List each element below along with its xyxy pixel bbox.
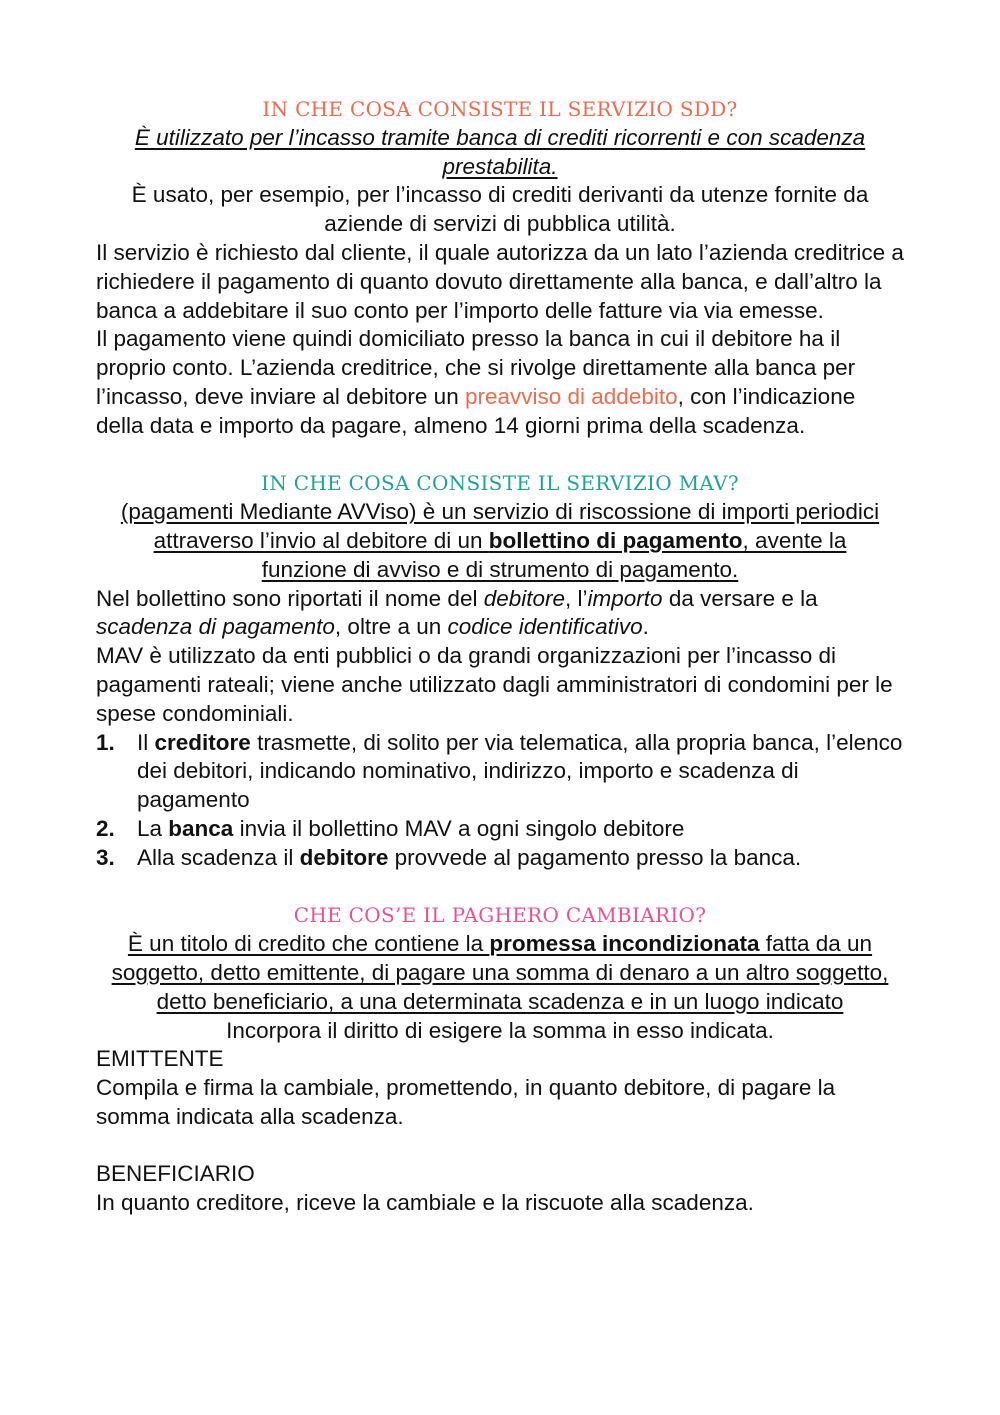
preavviso-highlight: preavviso di addebito — [464, 383, 678, 409]
list-item: 1. Il creditore trasmette, di solito per via telematica, alla propria banca, l’elenco dei debitori, indicando nominativo, indirizzo, importo e scadenza di pagamento — [96, 729, 903, 813]
paghero-incorpora: Incorpora il diritto di esigere la somma in esso indicata. — [226, 1017, 774, 1043]
paghero-heading: CHE COS’E IL PAGHERO CAMBIARIO? — [293, 903, 707, 928]
sdd-example: È usato, per esempio, per l’incasso di crediti derivanti da utenze fornite da aziende di servizi di pubblica utilità. — [131, 182, 869, 237]
list-item: 2. La banca invia il bollettino MAV a ogni singolo debitore — [96, 815, 685, 841]
mav-bollettino-paragraph: Nel bollettino sono riportati il nome del debitore, l’importo da versare e la scadenza di pagamento, oltre a un codice identificativo. — [96, 585, 818, 640]
sdd-heading: IN CHE COSA CONSISTE IL SERVIZIO SDD? — [262, 97, 738, 121]
mav-definition: (pagamenti Mediante AVViso) è un servizio di riscossione di importi periodici attraverso l’invio al debitore di un bollettino di pagamento, avente la funzione di avviso e di strumento di pagamento. — [120, 499, 880, 582]
mav-steps-list — [96, 729, 904, 873]
beneficiario-text: In quanto creditore, riceve la cambiale e la riscuote alla scadenza. — [96, 1190, 754, 1216]
sdd-paragraph-1: Il servizio è richiesto dal cliente, il quale autorizza da un lato l’azienda creditrice a richiedere il pagamento di quanto dovuto direttamente alla banca, e dall’altro la banca a addebitare il suo conto per l’importo delle fatture via via emesse. — [96, 239, 904, 323]
mav-usage-paragraph: MAV è utilizzato da enti pubblici o da grandi organizzazioni per l’incasso di pagamenti rateali; viene anche utilizzato dagli amministratori di condomini per le spese condominiali. — [96, 643, 893, 726]
emittente-label: EMITTENTE — [96, 1046, 224, 1072]
paghero-definition: È un titolo di credito che contiene la promessa incondizionata fatta da un soggetto, detto emittente, di pagare una somma di denaro a un altro soggetto, detto beneficiario, a una determinata scadenza e in un luogo indicato — [111, 931, 889, 1014]
sdd-paragraph-2: Il pagamento viene quindi domiciliato presso la banca in cui il debitore ha il proprio conto. L’azienda creditrice, che si rivolge direttamente alla banca per l’incasso, deve inviare al debitore un preavviso di addebito, con l’indicazione della data e importo da pagare, almeno 14 giorni prima della scadenza. — [96, 326, 856, 438]
list-item: 3. Alla scadenza il debitore provvede al pagamento presso la banca. — [96, 844, 802, 870]
mav-heading: IN CHE COSA CONSISTE IL SERVIZIO MAV? — [261, 471, 739, 496]
beneficiario-label: BENEFICIARIO — [96, 1161, 255, 1187]
emittente-text: Compila e firma la cambiale, promettendo, in quanto debitore, di pagare la somma indicata alla scadenza. — [96, 1075, 836, 1129]
sdd-definition: È utilizzato per l’incasso tramite banca di crediti ricorrenti e con scadenza prestabilita. — [134, 124, 866, 179]
